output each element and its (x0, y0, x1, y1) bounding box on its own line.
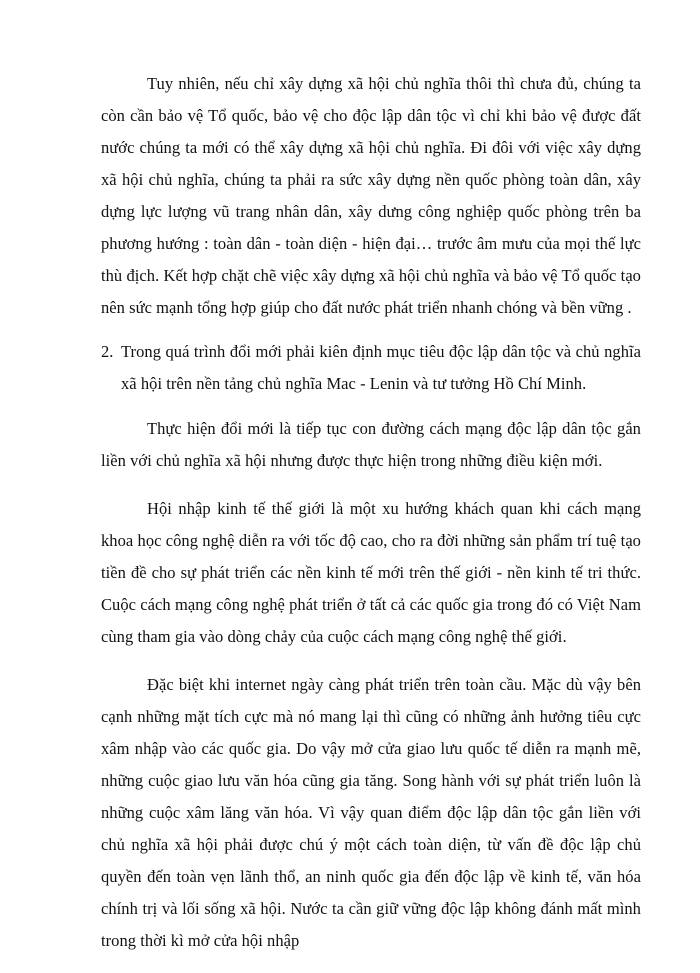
document-body (101, 68, 641, 973)
paragraph-internet: Đặc biệt khi internet ngày càng phát triển trên toàn cầu. Mặc dù vậy bên cạnh những mặt tích cực mà nó mang lại thì cũng có những ảnh hưởng tiêu cực xâm nhập vào các quốc gia. Do vậy mở cửa giao lưu quốc tế diễn ra mạnh mẽ, những cuộc giao lưu văn hóa cũng gia tăng. Song hành với sự phát triển luôn là những cuộc xâm lăng văn hóa. Vì vậy quan điểm độc lập dân tộc gắn liền với chủ nghĩa xã hội phải được chú ý một cách toàn diện, từ vấn đề độc lập chủ quyền đến toàn vẹn lãnh thổ, an ninh quốc gia đến độc lập về kinh tế, văn hóa chính trị và lối sống xã hội. Nước ta cần giữ vững độc lập không đánh mất mình trong thời kì mở cửa hội nhập (101, 675, 641, 950)
paragraph-integration: Hội nhập kinh tế thế giới là một xu hướng khách quan khi cách mạng khoa học công nghệ diễn ra với tốc độ cao, cho ra đời những sản phẩm trí tuệ tạo tiền đề cho sự phát triển các nền kinh tế mới trên thế giới - nền kinh tế tri thức. Cuộc cách mạng công nghệ phát triển ở tất cả các quốc gia trong đó có Việt Nam cùng tham gia vào dòng chảy của cuộc cách mạng công nghệ thế giới. (101, 499, 641, 646)
paragraph-defense: Tuy nhiên, nếu chỉ xây dựng xã hội chủ nghĩa thôi thì chưa đủ, chúng ta còn cần bảo vệ Tổ quốc, bảo vệ cho độc lập dân tộc vì chỉ khi bảo vệ được đất nước chúng ta mới có thể xây dựng xã hội chủ nghĩa. Đi đôi với việc xây dựng xã hội chủ nghĩa, chúng ta phải ra sức xây dựng nền quốc phòng toàn dân, xây dựng lực lượng vũ trang nhân dân, xây dưng công nghiệp quốc phòng trên ba phương hướng : toàn dân - toàn diện - hiện đại… trước âm mưu của mọi thế lực thù địch. Kết hợp chặt chẽ việc xây dựng xã hội chủ nghĩa và bảo vệ Tổ quốc tạo nên sức mạnh tổng hợp giúp cho đất nước phát triển nhanh chóng và bền vững . (101, 74, 641, 317)
item-text: Trong quá trình đổi mới phải kiên định mục tiêu độc lập dân tộc và chủ nghĩa xã hội trên nền tảng chủ nghĩa Mac - Lenin và tư tưởng Hồ Chí Minh. (121, 342, 641, 393)
item-number: 2. (101, 342, 114, 361)
numbered-item-2 (101, 336, 641, 400)
paragraph-renovation: Thực hiện đổi mới là tiếp tục con đường cách mạng độc lập dân tộc gắn liền với chủ nghĩa xã hội nhưng được thực hiện trong những điều kiện mới. (101, 419, 641, 470)
